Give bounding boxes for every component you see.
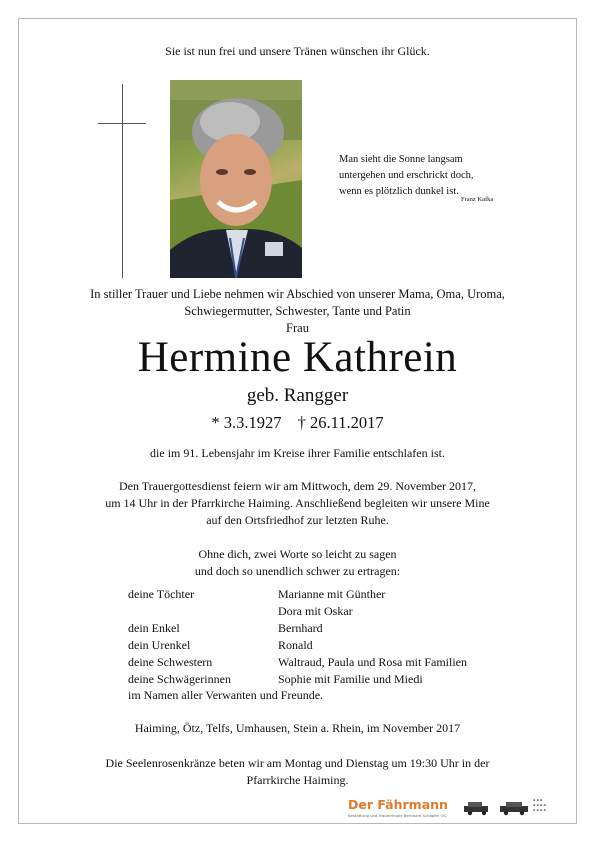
quote-line: wenn es plötzlich dunkel ist. (339, 186, 459, 197)
death-date: † 26.11.2017 (297, 413, 384, 432)
quote-author: Franz Kafka (461, 196, 494, 203)
mourner-names: Bernhard (278, 621, 323, 635)
quote-line: untergehen und erschrickt doch, (339, 170, 474, 181)
mourner-role: dein Enkel (128, 621, 180, 635)
intro-text (18, 286, 577, 337)
birth-date: * 3.3.1927 (211, 413, 282, 432)
contact-line: ▪ ▪ ▪ ▪ (533, 803, 546, 807)
contact-line: ▪ ▪ ▪ (533, 798, 543, 802)
mourner-names: Dora mit Oskar (278, 604, 353, 618)
logo-text: Der Fährmann (348, 797, 448, 812)
mourner-role: deine Schwägerinnen (128, 672, 231, 686)
portrait-photo (170, 80, 302, 278)
place-date: Haiming, Ötz, Telfs, Umhausen, Stein a. Rhein, im November 2017 (134, 721, 461, 735)
closing-line: im Namen aller Verwanten und Freunde. (128, 688, 324, 702)
cross-icon-bar (98, 123, 146, 124)
mourner-role: deine Schwestern (128, 655, 213, 669)
maiden-name: geb. Rangger (246, 385, 349, 406)
deceased-name: Hermine Kathrein (137, 334, 458, 381)
contact-block (533, 798, 546, 813)
mourner-names: Ronald (278, 638, 313, 652)
age-line: die im 91. Lebensjahr im Kreise ihrer Familie entschlafen ist. (150, 446, 445, 460)
service-info (18, 478, 577, 529)
logo-subtitle: Bestattung und Trauerrituale Bernhard Schöpfer OG (348, 813, 447, 818)
contact-line: ▪ ▪ ▪ ▪ (533, 808, 546, 812)
intro-line: Frau (286, 321, 309, 335)
service-line: um 14 Uhr in der Pfarrkirche Haiming. Anschließend begleiten wir unsere Mine (105, 496, 490, 510)
mourner-names: Marianne mit Günther (278, 587, 386, 601)
mourner-role: deine Töchter (128, 587, 195, 601)
verse-line: Ohne dich, zwei Worte so leicht zu sagen (198, 547, 397, 561)
intro-line: In stiller Trauer und Liebe nehmen wir Abschied von unserer Mama, Oma, Uroma, (90, 287, 505, 301)
verse-line: und doch so unendlich schwer zu ertragen: (194, 564, 401, 578)
hearse-icon (462, 797, 530, 822)
cross-icon (122, 84, 123, 278)
mourner-names: Sophie mit Familie und Miedi (278, 672, 423, 686)
mourner-names: Waltraud, Paula und Rosa mit Familien (278, 655, 468, 669)
mourner-role: dein Urenkel (128, 638, 191, 652)
rosary-line: Pfarrkirche Haiming. (246, 773, 349, 787)
rosary-line: Die Seelenrosenkränze beten wir am Montag und Dienstag um 19:30 Uhr in der (105, 756, 490, 770)
funeral-home-logo (348, 797, 458, 818)
rosary-info (18, 755, 577, 789)
motto: Sie ist nun frei und unsere Tränen wünschen ihr Glück. (165, 44, 430, 58)
quote-line: Man sieht die Sonne langsam (339, 154, 463, 165)
intro-line: Schwiegermutter, Schwester, Tante und Patin (184, 304, 411, 318)
service-line: Den Trauergottesdienst feiern wir am Mittwoch, dem 29. November 2017, (118, 479, 477, 493)
service-line: auf den Ortsfriedhof zur letzten Ruhe. (206, 513, 389, 527)
life-dates (18, 413, 577, 433)
verse (18, 546, 577, 580)
kafka-quote (339, 152, 494, 203)
